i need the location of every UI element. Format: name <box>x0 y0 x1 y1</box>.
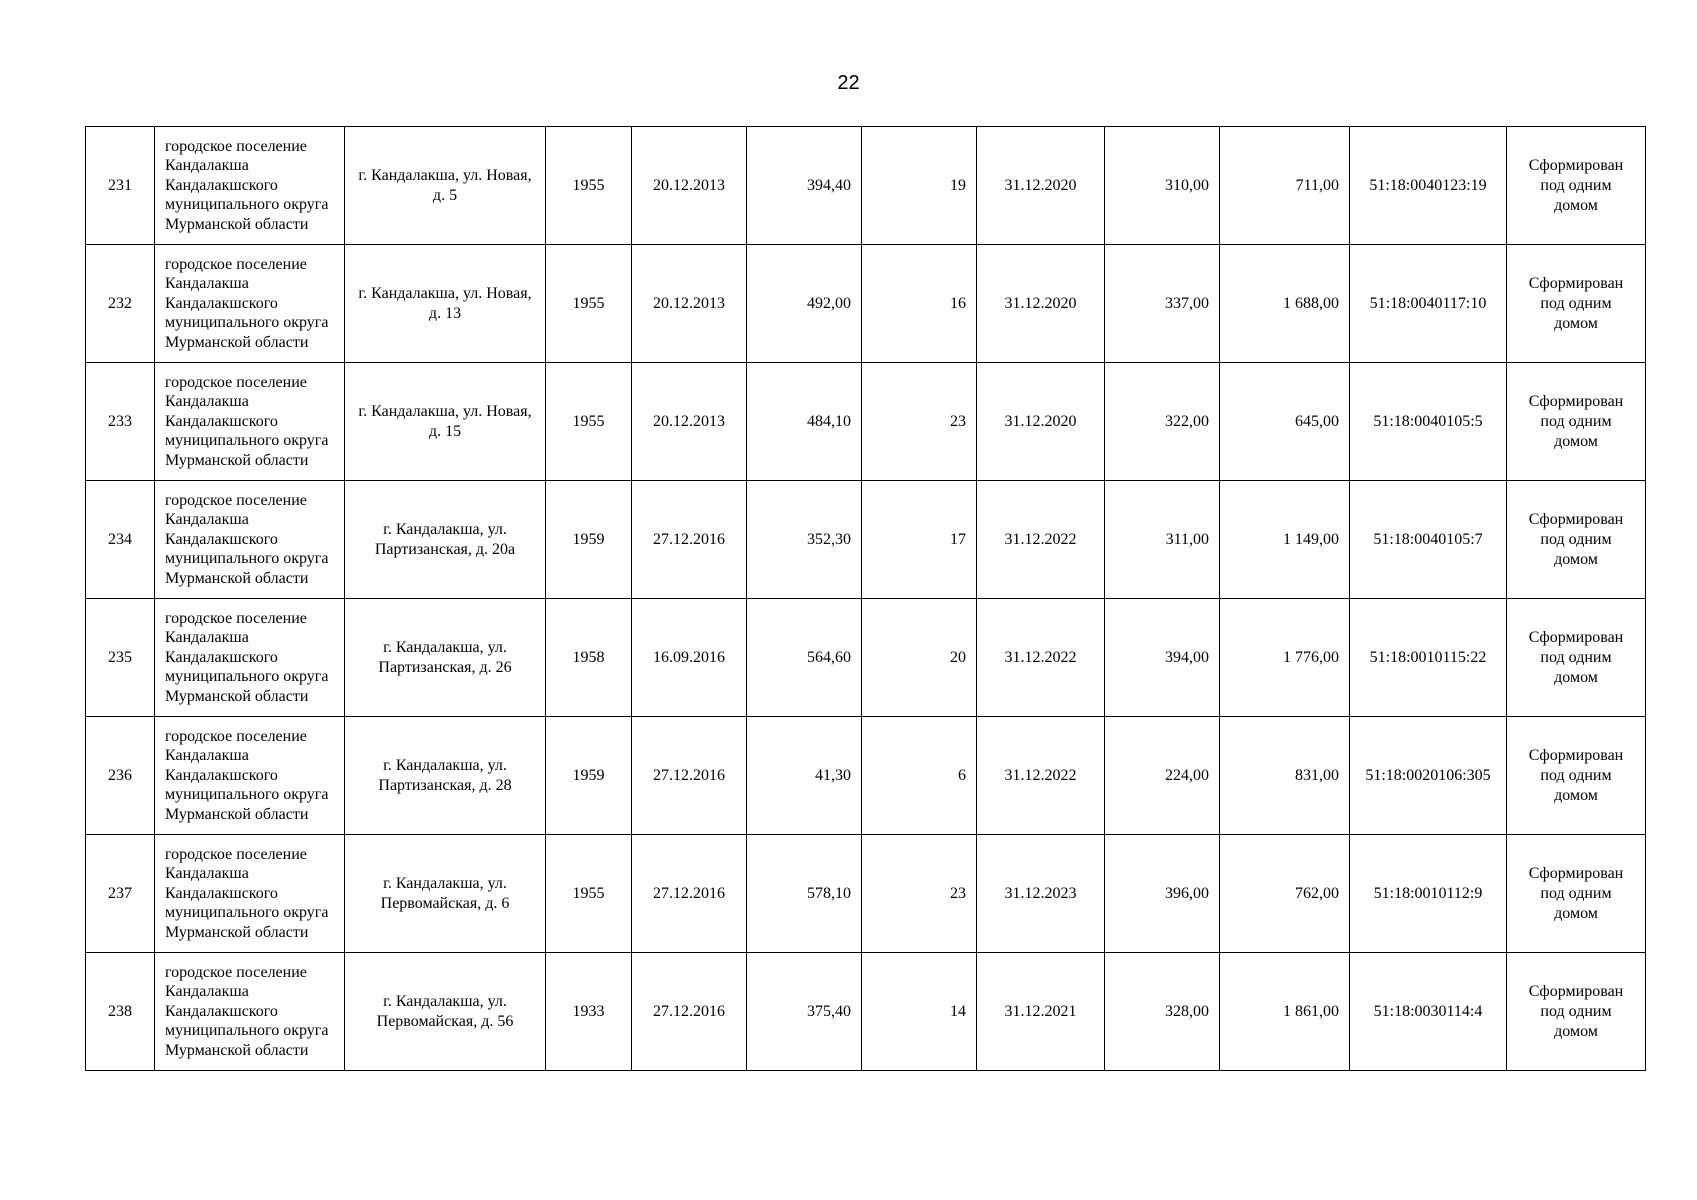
table-row <box>86 835 1646 953</box>
cadastral-number-cell: 51:18:0010115:22 <box>1350 599 1507 717</box>
residents-cell: 20 <box>862 599 977 717</box>
cost-cell: 394,00 <box>1105 599 1220 717</box>
build-year-cell: 1955 <box>546 127 632 245</box>
row-number-cell: 237 <box>86 835 155 953</box>
table-row <box>86 481 1646 599</box>
area-cell: 352,30 <box>747 481 862 599</box>
cost-cell: 224,00 <box>1105 717 1220 835</box>
municipality-cell: городское поселение Кандалакша Кандалакшского муниципального округа Мурманской области <box>155 717 345 835</box>
cadastral-number-cell: 51:18:0040105:5 <box>1350 363 1507 481</box>
planned-date-cell: 31.12.2020 <box>977 363 1105 481</box>
address-cell: г. Кандалакша, ул. Партизанская, д. 20а <box>345 481 546 599</box>
address-cell: г. Кандалакша, ул. Новая, д. 15 <box>345 363 546 481</box>
land-status-cell: Сформирован под одним домом <box>1507 481 1646 599</box>
residents-cell: 14 <box>862 953 977 1071</box>
residents-cell: 23 <box>862 835 977 953</box>
land-status-cell: Сформирован под одним домом <box>1507 245 1646 363</box>
sum-cell: 1 149,00 <box>1220 481 1350 599</box>
land-status-cell: Сформирован под одним домом <box>1507 717 1646 835</box>
cadastral-number-cell: 51:18:0020106:305 <box>1350 717 1507 835</box>
residents-cell: 6 <box>862 717 977 835</box>
sum-cell: 762,00 <box>1220 835 1350 953</box>
table-body <box>86 127 1646 1071</box>
cadastral-number-cell: 51:18:0030114:4 <box>1350 953 1507 1071</box>
build-year-cell: 1958 <box>546 599 632 717</box>
residents-cell: 19 <box>862 127 977 245</box>
sum-cell: 1 861,00 <box>1220 953 1350 1071</box>
row-number-cell: 233 <box>86 363 155 481</box>
land-status-cell: Сформирован под одним домом <box>1507 599 1646 717</box>
area-cell: 41,30 <box>747 717 862 835</box>
address-cell: г. Кандалакша, ул. Новая, д. 13 <box>345 245 546 363</box>
planned-date-cell: 31.12.2023 <box>977 835 1105 953</box>
sum-cell: 711,00 <box>1220 127 1350 245</box>
municipality-cell: городское поселение Кандалакша Кандалакшского муниципального округа Мурманской области <box>155 599 345 717</box>
row-number-cell: 235 <box>86 599 155 717</box>
cost-cell: 310,00 <box>1105 127 1220 245</box>
land-status-cell: Сформирован под одним домом <box>1507 835 1646 953</box>
page-number: 22 <box>837 72 860 94</box>
recognition-date-cell: 16.09.2016 <box>632 599 747 717</box>
recognition-date-cell: 20.12.2013 <box>632 363 747 481</box>
sum-cell: 1 688,00 <box>1220 245 1350 363</box>
table-row <box>86 953 1646 1071</box>
recognition-date-cell: 27.12.2016 <box>632 953 747 1071</box>
row-number-cell: 232 <box>86 245 155 363</box>
sum-cell: 645,00 <box>1220 363 1350 481</box>
build-year-cell: 1955 <box>546 245 632 363</box>
recognition-date-cell: 27.12.2016 <box>632 481 747 599</box>
row-number-cell: 234 <box>86 481 155 599</box>
planned-date-cell: 31.12.2020 <box>977 127 1105 245</box>
recognition-date-cell: 27.12.2016 <box>632 717 747 835</box>
municipality-cell: городское поселение Кандалакша Кандалакшского муниципального округа Мурманской области <box>155 127 345 245</box>
planned-date-cell: 31.12.2022 <box>977 717 1105 835</box>
cost-cell: 337,00 <box>1105 245 1220 363</box>
cost-cell: 311,00 <box>1105 481 1220 599</box>
cost-cell: 328,00 <box>1105 953 1220 1071</box>
area-cell: 484,10 <box>747 363 862 481</box>
table-row <box>86 245 1646 363</box>
build-year-cell: 1959 <box>546 481 632 599</box>
recognition-date-cell: 27.12.2016 <box>632 835 747 953</box>
planned-date-cell: 31.12.2022 <box>977 481 1105 599</box>
cost-cell: 396,00 <box>1105 835 1220 953</box>
recognition-date-cell: 20.12.2013 <box>632 245 747 363</box>
address-cell: г. Кандалакша, ул. Первомайская, д. 6 <box>345 835 546 953</box>
cadastral-number-cell: 51:18:0040117:10 <box>1350 245 1507 363</box>
sum-cell: 1 776,00 <box>1220 599 1350 717</box>
build-year-cell: 1955 <box>546 363 632 481</box>
address-cell: г. Кандалакша, ул. Партизанская, д. 28 <box>345 717 546 835</box>
table-row <box>86 717 1646 835</box>
row-number-cell: 238 <box>86 953 155 1071</box>
table-row <box>86 363 1646 481</box>
address-cell: г. Кандалакша, ул. Партизанская, д. 26 <box>345 599 546 717</box>
municipality-cell: городское поселение Кандалакша Кандалакшского муниципального округа Мурманской области <box>155 245 345 363</box>
housing-registry-table <box>85 126 1646 1071</box>
municipality-cell: городское поселение Кандалакша Кандалакшского муниципального округа Мурманской области <box>155 481 345 599</box>
cadastral-number-cell: 51:18:0040105:7 <box>1350 481 1507 599</box>
build-year-cell: 1955 <box>546 835 632 953</box>
recognition-date-cell: 20.12.2013 <box>632 127 747 245</box>
row-number-cell: 231 <box>86 127 155 245</box>
build-year-cell: 1959 <box>546 717 632 835</box>
planned-date-cell: 31.12.2022 <box>977 599 1105 717</box>
land-status-cell: Сформирован под одним домом <box>1507 127 1646 245</box>
sum-cell: 831,00 <box>1220 717 1350 835</box>
area-cell: 492,00 <box>747 245 862 363</box>
table-row <box>86 599 1646 717</box>
residents-cell: 16 <box>862 245 977 363</box>
address-cell: г. Кандалакша, ул. Первомайская, д. 56 <box>345 953 546 1071</box>
municipality-cell: городское поселение Кандалакша Кандалакшского муниципального округа Мурманской области <box>155 835 345 953</box>
municipality-cell: городское поселение Кандалакша Кандалакшского муниципального округа Мурманской области <box>155 953 345 1071</box>
land-status-cell: Сформирован под одним домом <box>1507 363 1646 481</box>
cadastral-number-cell: 51:18:0010112:9 <box>1350 835 1507 953</box>
municipality-cell: городское поселение Кандалакша Кандалакшского муниципального округа Мурманской области <box>155 363 345 481</box>
area-cell: 564,60 <box>747 599 862 717</box>
residents-cell: 17 <box>862 481 977 599</box>
area-cell: 394,40 <box>747 127 862 245</box>
planned-date-cell: 31.12.2020 <box>977 245 1105 363</box>
table-row <box>86 127 1646 245</box>
cost-cell: 322,00 <box>1105 363 1220 481</box>
cadastral-number-cell: 51:18:0040123:19 <box>1350 127 1507 245</box>
planned-date-cell: 31.12.2021 <box>977 953 1105 1071</box>
address-cell: г. Кандалакша, ул. Новая, д. 5 <box>345 127 546 245</box>
land-status-cell: Сформирован под одним домом <box>1507 953 1646 1071</box>
build-year-cell: 1933 <box>546 953 632 1071</box>
area-cell: 578,10 <box>747 835 862 953</box>
residents-cell: 23 <box>862 363 977 481</box>
row-number-cell: 236 <box>86 717 155 835</box>
area-cell: 375,40 <box>747 953 862 1071</box>
